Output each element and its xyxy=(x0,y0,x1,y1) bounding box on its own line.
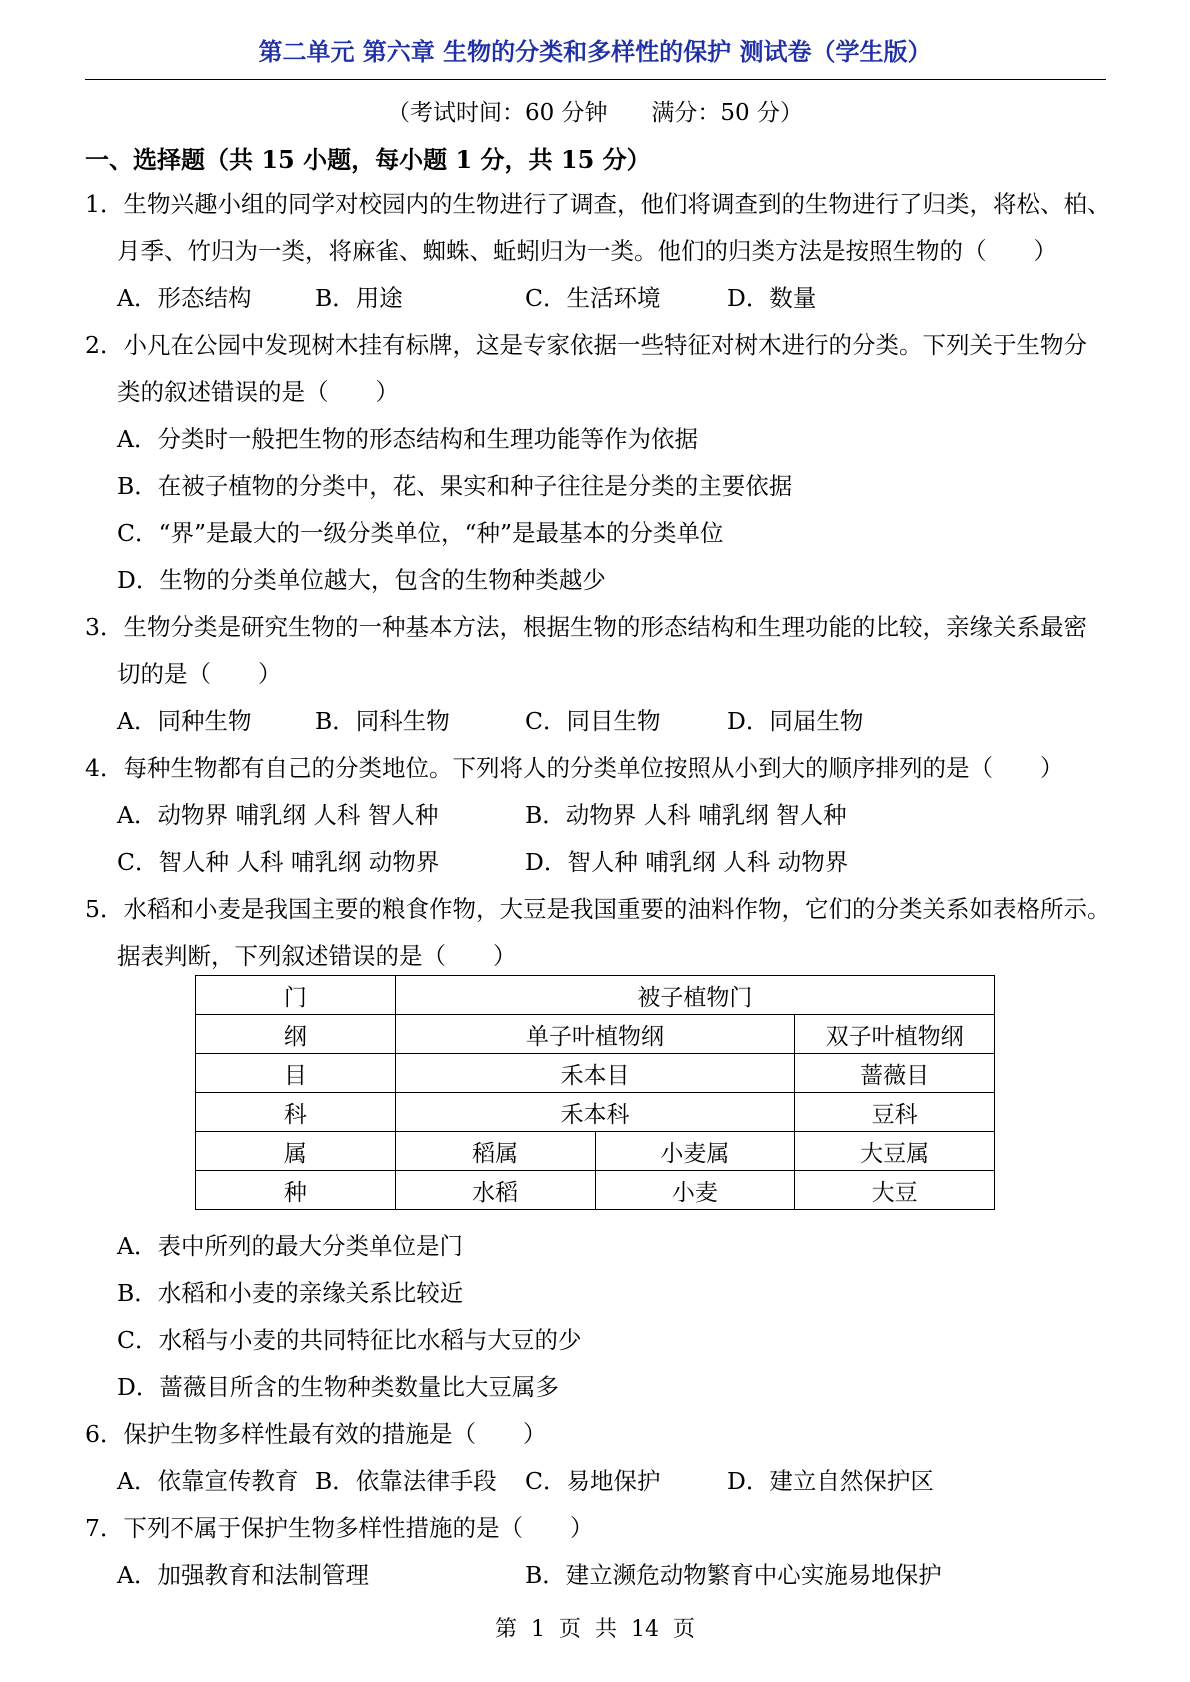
question-3-option-a: A．同种生物 xyxy=(117,707,252,735)
question-1-option-b: B．用途 xyxy=(315,284,403,312)
page-number: 第 1 页 共 14 页 xyxy=(495,1617,695,1642)
table-row xyxy=(196,1093,995,1132)
table-cell: 大豆属 xyxy=(795,1132,995,1171)
table-cell: 被子植物门 xyxy=(395,976,994,1015)
table-cell: 大豆 xyxy=(795,1171,995,1210)
question-5-option-c: C．水稻与小麦的共同特征比水稻与大豆的少 xyxy=(117,1326,582,1354)
question-2-option-c: C．“界”是最大的一级分类单位，“种”是最基本的分类单位 xyxy=(117,519,724,547)
question-4-option-b: B．动物界 人科 哺乳纲 智人种 xyxy=(525,801,847,829)
question-5-line-2: 据表判断，下列叙述错误的是（ ） xyxy=(117,942,517,970)
table-cell: 豆科 xyxy=(795,1093,995,1132)
question-2-option-d: D．生物的分类单位越大，包含的生物种类越少 xyxy=(117,566,606,594)
exam-info: （考试时间：60 分钟 满分：50 分） xyxy=(386,100,804,126)
question-4-option-a: A．动物界 哺乳纲 人科 智人种 xyxy=(117,801,439,829)
header-divider xyxy=(85,79,1106,80)
question-2-line-2: 类的叙述错误的是（ ） xyxy=(117,378,399,406)
question-3-line-2: 切的是（ ） xyxy=(117,660,282,688)
question-6-option-b: B．依靠法律手段 xyxy=(315,1467,497,1495)
table-row xyxy=(196,1015,995,1054)
question-3-option-d: D．同届生物 xyxy=(727,707,864,735)
table-cell: 种 xyxy=(196,1171,396,1210)
table-cell: 蔷薇目 xyxy=(795,1054,995,1093)
table-row xyxy=(196,1132,995,1171)
table-cell: 禾本科 xyxy=(395,1093,795,1132)
question-6-option-c: C．易地保护 xyxy=(525,1467,661,1495)
table-cell: 禾本目 xyxy=(395,1054,795,1093)
table-cell: 小麦 xyxy=(595,1171,795,1210)
question-1-line-2: 月季、竹归为一类，将麻雀、蜘蛛、蚯蚓归为一类。他们的归类方法是按照生物的（ ） xyxy=(117,237,1057,265)
question-2-option-b: B．在被子植物的分类中，花、果实和种子往往是分类的主要依据 xyxy=(117,472,793,500)
table-cell: 稻属 xyxy=(395,1132,595,1171)
question-1-line-1: 1．生物兴趣小组的同学对校园内的生物进行了调查，他们将调查到的生物进行了归类，将松、柏、 xyxy=(85,190,1111,218)
question-7-line-1: 7．下列不属于保护生物多样性措施的是（ ） xyxy=(85,1514,594,1542)
question-1-option-d: D．数量 xyxy=(727,284,817,312)
question-4-option-c: C．智人种 人科 哺乳纲 动物界 xyxy=(117,848,440,876)
question-5-option-b: B．水稻和小麦的亲缘关系比较近 xyxy=(117,1279,464,1307)
question-2-line-1: 2．小凡在公园中发现树木挂有标牌，这是专家依据一些特征对树木进行的分类。下列关于生物分 xyxy=(85,331,1087,359)
table-cell: 双子叶植物纲 xyxy=(795,1015,995,1054)
question-5-option-d: D．蔷薇目所含的生物种类数量比大豆属多 xyxy=(117,1373,559,1401)
question-7-option-a: A．加强教育和法制管理 xyxy=(117,1561,369,1589)
table-cell: 纲 xyxy=(196,1015,396,1054)
question-6-line-1: 6．保护生物多样性最有效的措施是（ ） xyxy=(85,1420,547,1448)
question-6-option-a: A．依靠宣传教育 xyxy=(117,1467,299,1495)
question-3-option-b: B．同科生物 xyxy=(315,707,450,735)
table-cell: 属 xyxy=(196,1132,396,1171)
question-1-option-a: A．形态结构 xyxy=(117,284,252,312)
table-cell: 科 xyxy=(196,1093,396,1132)
page-title: 第二单元 第六章 生物的分类和多样性的保护 测试卷（学生版） xyxy=(258,37,932,66)
table-cell: 单子叶植物纲 xyxy=(395,1015,795,1054)
question-3-line-1: 3．生物分类是研究生物的一种基本方法，根据生物的形态结构和生理功能的比较，亲缘关系最密 xyxy=(85,613,1087,641)
table-cell: 水稻 xyxy=(395,1171,595,1210)
question-3-option-c: C．同目生物 xyxy=(525,707,661,735)
question-1-option-c: C．生活环境 xyxy=(525,284,661,312)
question-6-option-d: D．建立自然保护区 xyxy=(727,1467,934,1495)
table-row xyxy=(196,976,995,1015)
question-5-option-a: A．表中所列的最大分类单位是门 xyxy=(117,1232,463,1260)
question-5-line-1: 5．水稻和小麦是我国主要的粮食作物，大豆是我国重要的油料作物，它们的分类关系如表格所示。 xyxy=(85,895,1111,923)
table-cell: 目 xyxy=(196,1054,396,1093)
table-cell: 小麦属 xyxy=(595,1132,795,1171)
table-row xyxy=(196,1171,995,1210)
question-4-option-d: D．智人种 哺乳纲 人科 动物界 xyxy=(525,848,849,876)
section-heading: 一、选择题（共 15 小题，每小题 1 分，共 15 分） xyxy=(85,145,651,174)
table-row xyxy=(196,1054,995,1093)
question-4-line-1: 4．每种生物都有自己的分类地位。下列将人的分类单位按照从小到大的顺序排列的是（ ） xyxy=(85,754,1064,782)
question-2-option-a: A．分类时一般把生物的形态结构和生理功能等作为依据 xyxy=(117,425,698,453)
question-7-option-b: B．建立濒危动物繁育中心实施易地保护 xyxy=(525,1561,942,1589)
classification-table xyxy=(195,975,995,1210)
table-cell: 门 xyxy=(196,976,396,1015)
